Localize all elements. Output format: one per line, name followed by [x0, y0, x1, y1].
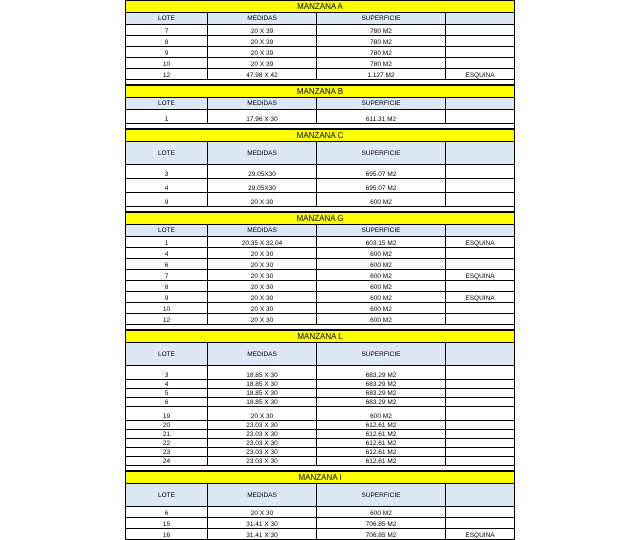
- table-row: [126, 69, 514, 80]
- superficie-cell: 780 M2: [317, 25, 446, 35]
- manzana-title: MANZANA L: [126, 330, 514, 343]
- medidas-cell: 18.85 X 30: [208, 366, 317, 379]
- lote-cell: 15: [126, 518, 208, 528]
- lote-cell: 8: [126, 36, 208, 46]
- lote-cell: 22: [126, 439, 208, 447]
- header-superficie: SUPERFICIE: [317, 484, 446, 506]
- lote-cell: 10: [126, 303, 208, 313]
- medidas-cell: 20 X 30: [208, 314, 317, 324]
- nota-cell: ESQUINA: [465, 72, 495, 79]
- table-row: [126, 389, 514, 398]
- medidas-cell: 20 X 39: [208, 36, 317, 46]
- superficie-cell: 780 M2: [317, 58, 446, 68]
- nota-cell: [446, 25, 514, 35]
- lote-cell: 6: [126, 259, 208, 269]
- nota-cell: [446, 193, 514, 206]
- superficie-cell: 706.85 M2: [317, 518, 446, 528]
- table-row: [126, 58, 514, 69]
- medidas-cell: 20 X 30: [208, 303, 317, 313]
- lote-cell: 12: [126, 314, 208, 324]
- nota-cell: [446, 47, 514, 57]
- superficie-cell: 695.07 M2: [317, 179, 446, 192]
- table-row: [126, 507, 514, 518]
- table-row: [126, 270, 514, 281]
- lote-cell: 7: [126, 270, 208, 280]
- header-medidas: MEDIDAS: [208, 142, 317, 164]
- medidas-cell: 18.85 X 30: [208, 380, 317, 388]
- superficie-cell: 600 M2: [317, 407, 446, 420]
- header-lote: LOTE: [126, 484, 208, 506]
- header-lote: LOTE: [126, 225, 208, 236]
- medidas-cell: 29.05X30: [208, 179, 317, 192]
- header-blank: [446, 98, 514, 109]
- header-superficie: SUPERFICIE: [317, 142, 446, 164]
- medidas-cell: 20 X 30: [208, 270, 317, 280]
- nota-cell: ESQUINA: [465, 273, 495, 280]
- superficie-cell: 695.07 M2: [317, 165, 446, 178]
- superficie-cell: 600 M2: [317, 314, 446, 324]
- superficie-cell: 612.61 M2: [317, 421, 446, 429]
- nota-cell: ESQUINA: [465, 240, 495, 247]
- superficie-cell: 600 M2: [317, 303, 446, 313]
- medidas-cell: 20 X 30: [208, 507, 317, 517]
- medidas-cell: 23.03 X 30: [208, 421, 317, 429]
- nota-cell: ESQUINA: [465, 532, 495, 539]
- table-row: [126, 448, 514, 457]
- superficie-cell: 683.29 M2: [317, 380, 446, 388]
- superficie-cell: 600 M2: [317, 281, 446, 291]
- manzana-block: [125, 212, 515, 330]
- medidas-cell: 20 X 30: [208, 193, 317, 206]
- lote-cell: 1: [126, 110, 208, 123]
- lote-cell: 24: [126, 457, 208, 465]
- lote-cell: 4: [126, 248, 208, 258]
- nota-cell: [446, 110, 514, 123]
- medidas-cell: 20 X 30: [208, 281, 317, 291]
- nota-cell: [446, 303, 514, 313]
- table-row: [126, 314, 514, 325]
- table-row: [126, 380, 514, 389]
- header-medidas: MEDIDAS: [208, 98, 317, 109]
- header-row: [126, 343, 514, 366]
- superficie-cell: 611.31 M2: [317, 110, 446, 123]
- superficie-cell: 600 M2: [317, 248, 446, 258]
- nota-cell: [446, 36, 514, 46]
- nota-cell: [446, 430, 514, 438]
- medidas-cell: 20 X 30: [208, 259, 317, 269]
- nota-cell: [446, 457, 514, 465]
- manzana-block: [125, 85, 515, 129]
- table-row: [126, 248, 514, 259]
- nota-cell: [446, 448, 514, 456]
- header-lote: LOTE: [126, 98, 208, 109]
- lote-cell: 16: [126, 529, 208, 539]
- header-blank: [446, 225, 514, 236]
- header-row: [126, 142, 514, 165]
- nota-cell: [446, 439, 514, 447]
- header-row: [126, 98, 514, 110]
- manzana-title: MANZANA G: [126, 212, 514, 225]
- superficie-cell: 612.61 M2: [317, 448, 446, 456]
- nota-cell: [446, 421, 514, 429]
- lote-cell: 23: [126, 448, 208, 456]
- manzana-title: MANZANA C: [126, 129, 514, 142]
- manzana-title: MANZANA I: [126, 471, 514, 484]
- medidas-cell: 20 X 30: [208, 407, 317, 420]
- table-row: [126, 421, 514, 430]
- header-medidas: MEDIDAS: [208, 13, 317, 24]
- lote-cell: 9: [126, 193, 208, 206]
- superficie-cell: 706.85 M2: [317, 529, 446, 539]
- table-row: [126, 303, 514, 314]
- header-lote: LOTE: [126, 13, 208, 24]
- table-row: [126, 398, 514, 407]
- lote-cell: 8: [126, 281, 208, 291]
- header-row: [126, 484, 514, 507]
- nota-cell: [446, 407, 514, 420]
- table-row: [126, 366, 514, 380]
- nota-cell: [446, 389, 514, 397]
- lotes-table: [125, 0, 515, 540]
- nota-cell: [446, 248, 514, 258]
- lote-cell: 5: [126, 389, 208, 397]
- medidas-cell: 20 X 30: [208, 292, 317, 302]
- medidas-cell: 20.35 X 32.04: [208, 237, 317, 247]
- table-row: [126, 439, 514, 448]
- table-row: [126, 407, 514, 421]
- header-medidas: MEDIDAS: [208, 225, 317, 236]
- medidas-cell: 29.05X30: [208, 165, 317, 178]
- nota-cell: [446, 58, 514, 68]
- header-superficie: SUPERFICIE: [317, 13, 446, 24]
- header-medidas: MEDIDAS: [208, 343, 317, 365]
- lote-cell: 20: [126, 421, 208, 429]
- lote-cell: 3: [126, 165, 208, 178]
- table-row: [126, 430, 514, 439]
- lote-cell: 7: [126, 25, 208, 35]
- table-row: [126, 36, 514, 47]
- header-superficie: SUPERFICIE: [317, 225, 446, 236]
- table-row: [126, 259, 514, 270]
- table-row: [126, 110, 514, 124]
- table-row: [126, 193, 514, 207]
- medidas-cell: 23.03 X 30: [208, 457, 317, 465]
- lote-cell: 9: [126, 292, 208, 302]
- medidas-cell: 47.98 X 42: [208, 69, 317, 79]
- nota-cell: [446, 314, 514, 324]
- lote-cell: 10: [126, 58, 208, 68]
- lote-cell: 6: [126, 398, 208, 406]
- superficie-cell: 1,127 M2: [317, 69, 446, 79]
- lote-cell: 6: [126, 507, 208, 517]
- lote-cell: 12: [126, 69, 208, 79]
- lote-cell: 9: [126, 47, 208, 57]
- header-superficie: SUPERFICIE: [317, 98, 446, 109]
- table-row: [126, 237, 514, 248]
- lote-cell: 1: [126, 237, 208, 247]
- medidas-cell: 17.96 X 30: [208, 110, 317, 123]
- superficie-cell: 600 M2: [317, 292, 446, 302]
- nota-cell: [446, 366, 514, 379]
- header-medidas: MEDIDAS: [208, 484, 317, 506]
- table-row: [126, 165, 514, 179]
- header-superficie: SUPERFICIE: [317, 343, 446, 365]
- superficie-cell: 683.29 M2: [317, 389, 446, 397]
- lote-cell: 21: [126, 430, 208, 438]
- medidas-cell: 18.85 X 30: [208, 389, 317, 397]
- superficie-cell: 600 M2: [317, 259, 446, 269]
- manzana-block: [125, 0, 515, 85]
- medidas-cell: 23.03 X 30: [208, 430, 317, 438]
- header-lote: LOTE: [126, 142, 208, 164]
- superficie-cell: 600 M2: [317, 193, 446, 206]
- medidas-cell: 18.85 X 30: [208, 398, 317, 406]
- superficie-cell: 612.61 M2: [317, 457, 446, 465]
- medidas-cell: 23.03 X 30: [208, 439, 317, 447]
- manzana-title: MANZANA A: [126, 0, 514, 13]
- superficie-cell: 780 M2: [317, 36, 446, 46]
- table-row: [126, 25, 514, 36]
- header-blank: [446, 343, 514, 365]
- nota-cell: [446, 259, 514, 269]
- superficie-cell: 683.29 M2: [317, 398, 446, 406]
- medidas-cell: 31.41 X 30: [208, 529, 317, 539]
- table-row: [126, 47, 514, 58]
- manzana-block: [125, 471, 515, 540]
- superficie-cell: 600 M2: [317, 270, 446, 280]
- medidas-cell: 31.41 X 30: [208, 518, 317, 528]
- table-row: [126, 529, 514, 540]
- lote-cell: 3: [126, 366, 208, 379]
- medidas-cell: 20 X 39: [208, 47, 317, 57]
- table-row: [126, 281, 514, 292]
- superficie-cell: 683.29 M2: [317, 366, 446, 379]
- superficie-cell: 612.61 M2: [317, 430, 446, 438]
- nota-cell: [446, 179, 514, 192]
- table-row: [126, 179, 514, 193]
- lote-cell: 19: [126, 407, 208, 420]
- lote-cell: 4: [126, 380, 208, 388]
- header-blank: [446, 142, 514, 164]
- superficie-cell: 612.61 M2: [317, 439, 446, 447]
- lote-cell: 4: [126, 179, 208, 192]
- nota-cell: ESQUINA: [465, 295, 495, 302]
- header-row: [126, 13, 514, 25]
- superficie-cell: 600 M2: [317, 507, 446, 517]
- superficie-cell: 603.15 M2: [317, 237, 446, 247]
- nota-cell: [446, 507, 514, 517]
- nota-cell: [446, 398, 514, 406]
- medidas-cell: 20 X 39: [208, 58, 317, 68]
- medidas-cell: 23.03 X 30: [208, 448, 317, 456]
- nota-cell: [446, 165, 514, 178]
- header-blank: [446, 484, 514, 506]
- nota-cell: [446, 518, 514, 528]
- header-row: [126, 225, 514, 237]
- manzana-title: MANZANA B: [126, 85, 514, 98]
- nota-cell: [446, 380, 514, 388]
- table-row: [126, 518, 514, 529]
- medidas-cell: 20 X 30: [208, 248, 317, 258]
- superficie-cell: 780 M2: [317, 47, 446, 57]
- table-row: [126, 292, 514, 303]
- nota-cell: [446, 281, 514, 291]
- table-row: [126, 457, 514, 466]
- header-blank: [446, 13, 514, 24]
- manzana-block: [125, 129, 515, 212]
- manzana-block: [125, 330, 515, 471]
- medidas-cell: 20 X 39: [208, 25, 317, 35]
- header-lote: LOTE: [126, 343, 208, 365]
